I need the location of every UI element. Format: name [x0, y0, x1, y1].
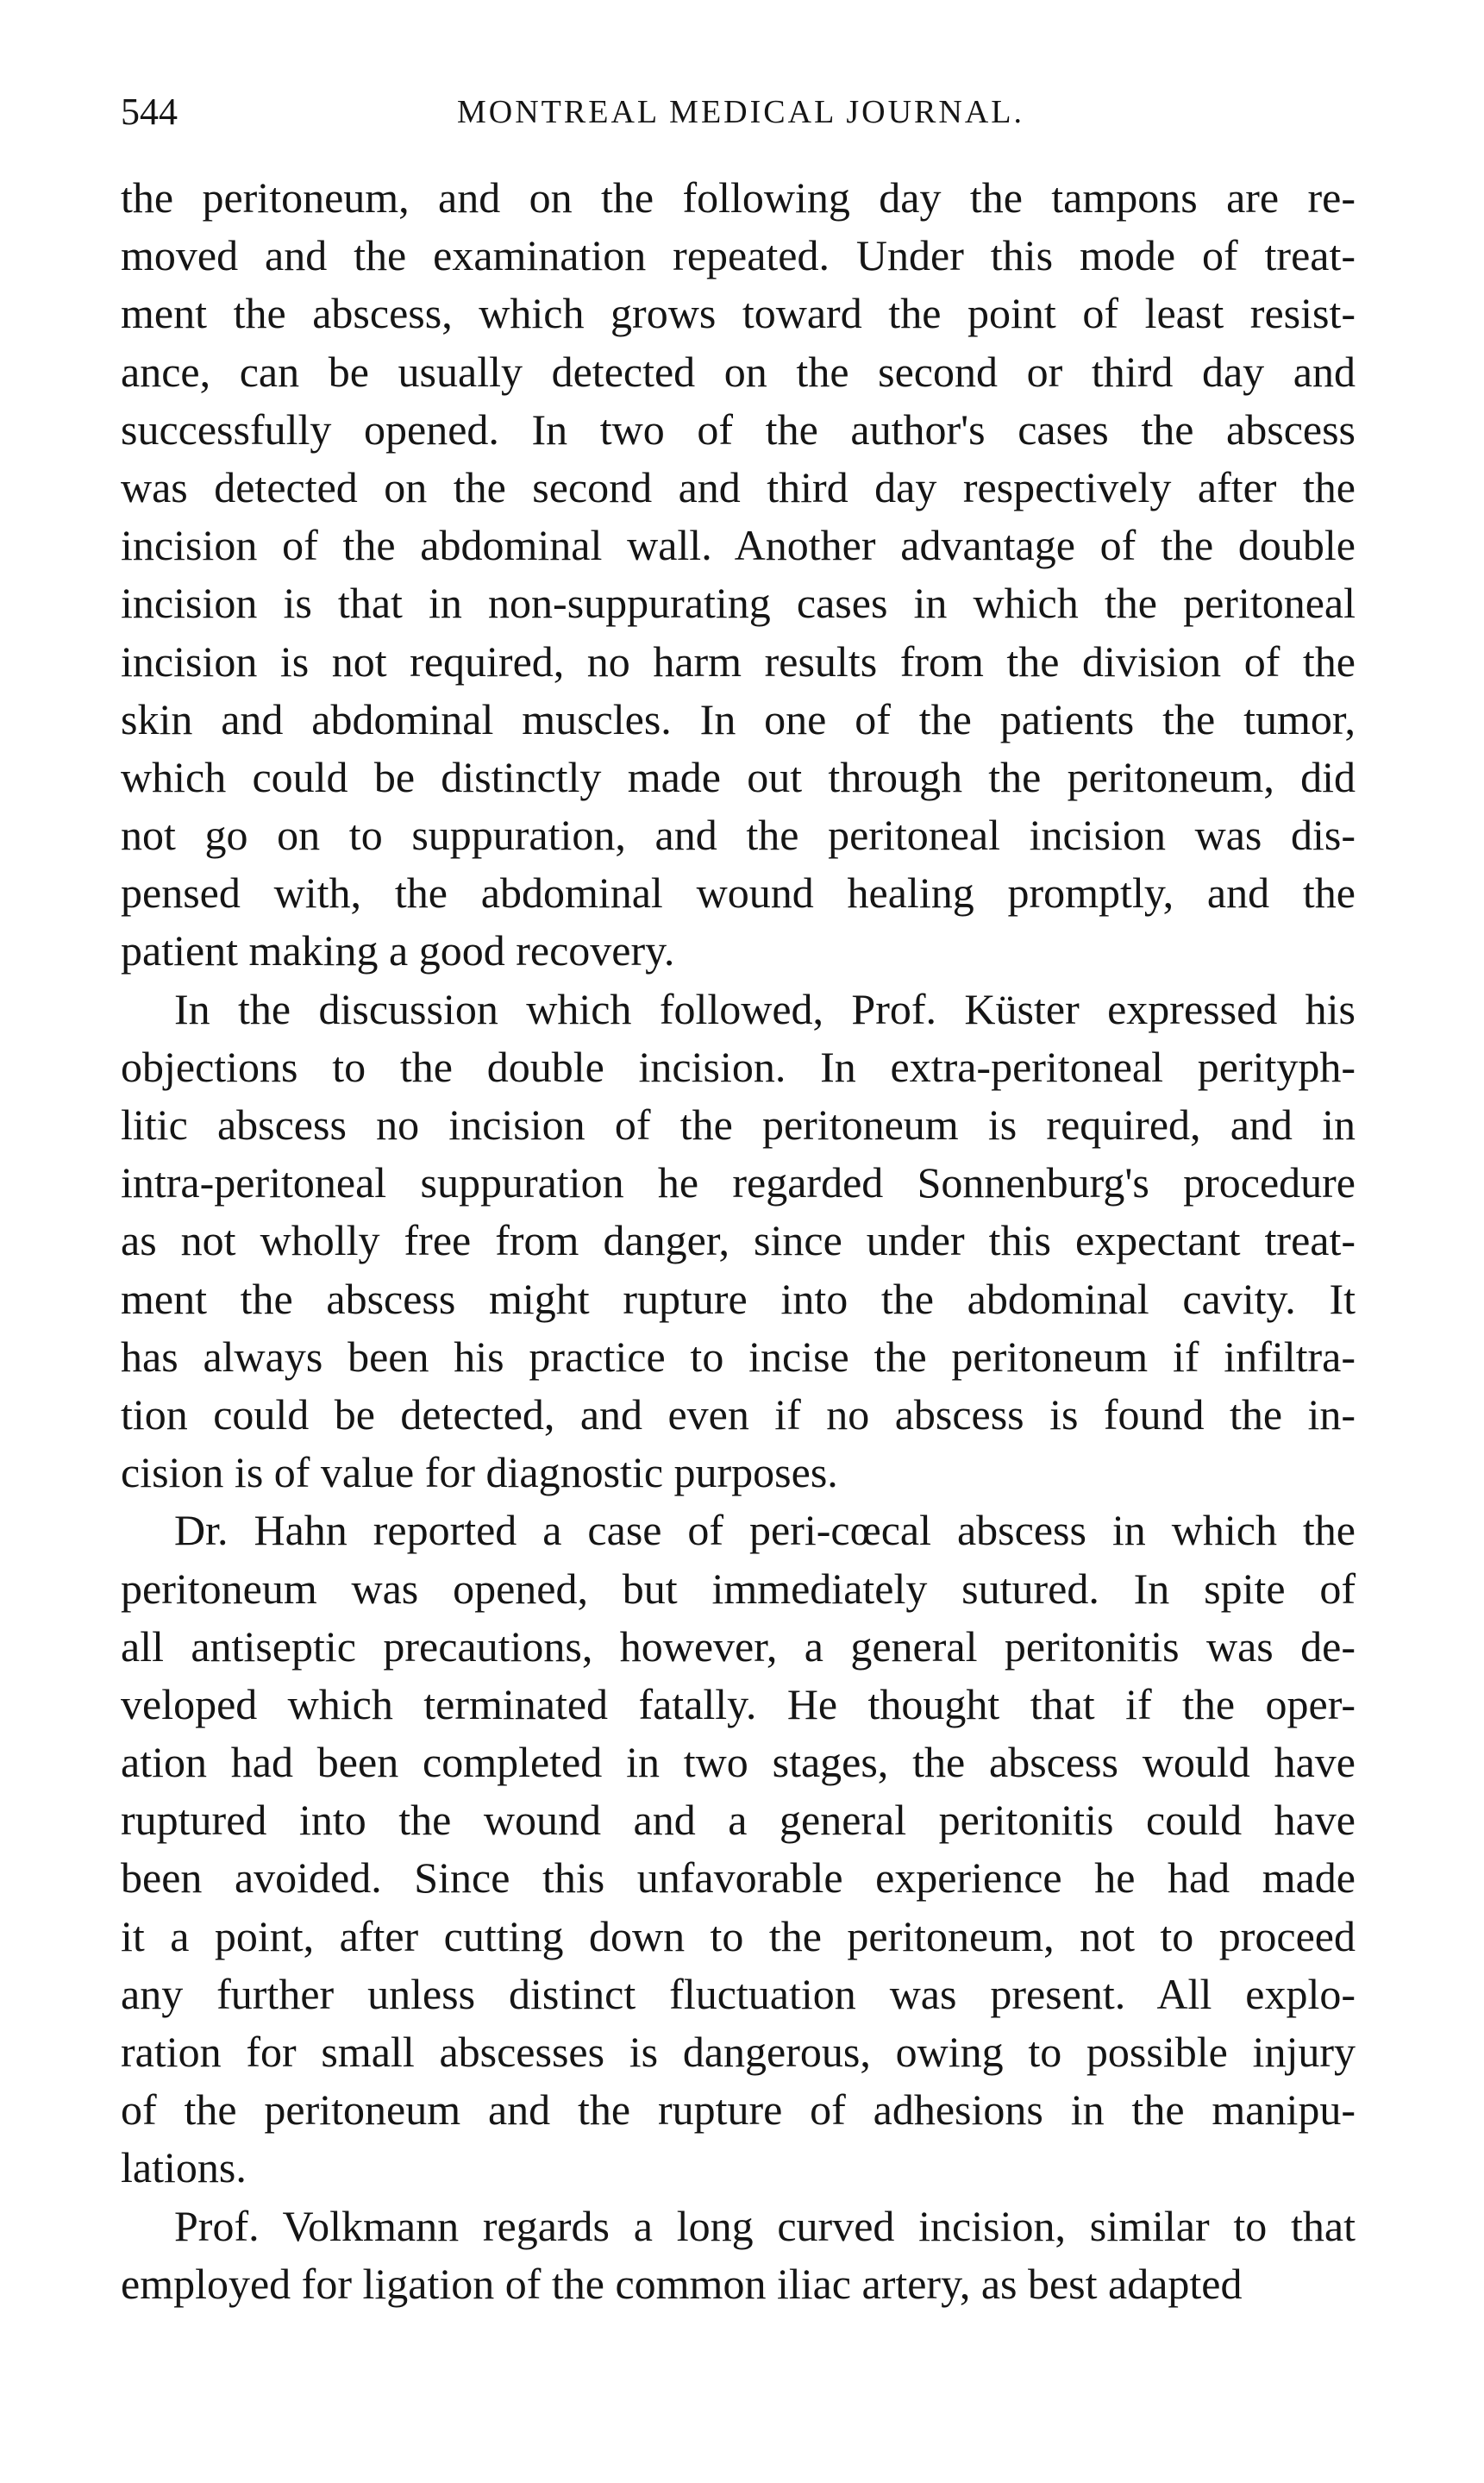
- text-line: ment the abscess might rupture into the abdominal cavity. It: [121, 1274, 1356, 1323]
- body-text: [121, 169, 1356, 2313]
- text-line: In the discussion which followed, Prof. Küster expressed his: [174, 984, 1356, 1033]
- text-line: employed for ligation of the common iliac artery, as best adapted: [121, 2259, 1243, 2308]
- text-line: pensed with, the abdominal wound healing promptly, and the: [121, 868, 1356, 918]
- text-line: skin and abdominal muscles. In one of the patients the tumor,: [121, 694, 1356, 743]
- text-line: ance, can be usually detected on the second or third day and: [121, 347, 1356, 396]
- text-line: the peritoneum, and on the following day the tampons are re-: [121, 173, 1356, 222]
- running-title: MONTREAL MEDICAL JOURNAL.: [457, 94, 1024, 130]
- text-line: as not wholly free from danger, since under this expectant treat-: [121, 1216, 1356, 1265]
- text-line: objections to the double incision. In extra-peritoneal perityph-: [121, 1042, 1356, 1091]
- text-line: all antiseptic precautions, however, a general peritonitis was de-: [121, 1621, 1356, 1671]
- text-line: it a point, after cutting down to the peritoneum, not to proceed: [121, 1911, 1356, 1960]
- text-line: ation had been completed in two stages, the abscess would have: [121, 1738, 1356, 1787]
- text-line: incision is that in non-suppurating cases in which the peritoneal: [121, 579, 1356, 628]
- text-line: ration for small abscesses is dangerous, owing to possible injury: [121, 2028, 1356, 2076]
- text-line: successfully opened. In two of the author's cases the abscess: [121, 404, 1356, 454]
- text-line: not go on to suppuration, and the peritoneal incision was dis-: [121, 811, 1356, 860]
- text-line: moved and the examination repeated. Under this mode of treat-: [121, 231, 1356, 280]
- page-number: 544: [121, 91, 178, 133]
- text-line: cision is of value for diagnostic purposes.: [121, 1448, 838, 1497]
- text-line: intra-peritoneal suppuration he regarded Sonnenburg's procedure: [121, 1158, 1356, 1207]
- text-line: tion could be detected, and even if no abscess is found the in-: [121, 1389, 1356, 1439]
- text-line: patient making a good recovery.: [121, 926, 675, 975]
- text-line: litic abscess no incision of the peritoneum is required, and in: [121, 1100, 1356, 1149]
- text-line: incision is not required, no harm results from the division of the: [121, 636, 1356, 686]
- text-line: Dr. Hahn reported a case of peri-cœcal abscess in which the: [174, 1506, 1356, 1555]
- text-line: ruptured into the wound and a general peritonitis could have: [121, 1796, 1356, 1845]
- text-line: any further unless distinct fluctuation was present. All explo-: [121, 1969, 1356, 2018]
- text-line: was detected on the second and third day respectively after the: [121, 462, 1356, 511]
- text-line: veloped which terminated fatally. He thought that if the oper-: [121, 1679, 1356, 1728]
- text-line: ment the abscess, which grows toward the point of least resist-: [121, 289, 1356, 338]
- text-line: lations.: [121, 2143, 247, 2192]
- text-line: which could be distinctly made out through the peritoneum, did: [121, 752, 1356, 801]
- text-line: incision of the abdominal wall. Another advantage of the double: [121, 521, 1356, 570]
- text-line: has always been his practice to incise the peritoneum if infiltra-: [121, 1332, 1356, 1381]
- text-line: of the peritoneum and the rupture of adhesions in the manipu-: [121, 2085, 1356, 2135]
- text-line: Prof. Volkmann regards a long curved incision, similar to that: [174, 2201, 1356, 2250]
- text-line: been avoided. Since this unfavorable experience he had made: [121, 1853, 1356, 1903]
- text-line: peritoneum was opened, but immediately sutured. In spite of: [121, 1564, 1356, 1613]
- page-header: [121, 86, 1354, 138]
